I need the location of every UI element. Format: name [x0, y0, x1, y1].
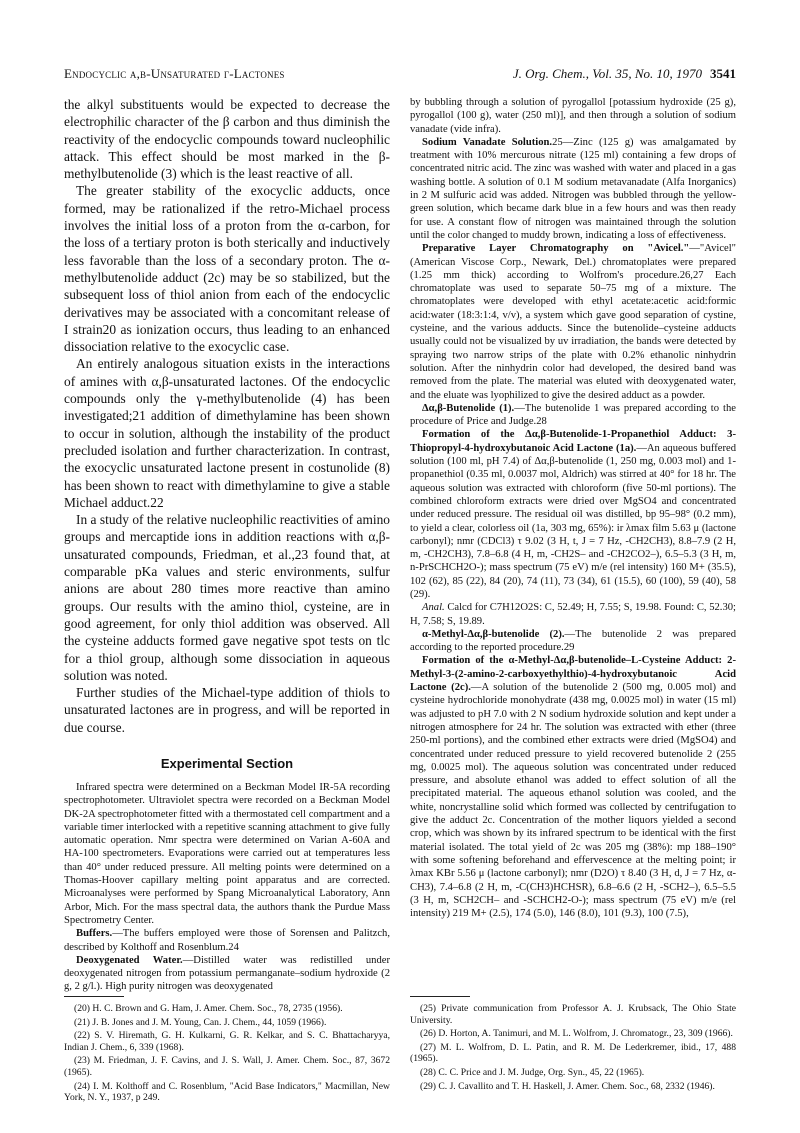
journal-citation: [513, 66, 736, 82]
paragraph-lead: Δα,β-Butenolide (1).: [422, 402, 515, 414]
right-column: [410, 96, 736, 920]
paragraph: [64, 927, 390, 954]
journal-name: J. Org. Chem., Vol. 35, No. 10, 1970: [512, 66, 702, 81]
paragraph: [410, 628, 736, 655]
footnote: (27) M. L. Wolfrom, D. L. Patin, and R. M. De Lederkremer, ibid., 17, 488 (1965).: [410, 1041, 736, 1065]
paragraph: [64, 781, 390, 927]
paragraph-body: —The butenolide 1 was prepared according to the procedure of Price and Judge.28: [410, 402, 736, 428]
running-header: [64, 66, 736, 84]
footnote-divider: [64, 996, 124, 997]
paragraph-lead: Deoxygenated Water.: [76, 954, 183, 966]
paragraph: [410, 601, 736, 628]
experimental-text: [64, 781, 390, 994]
paragraph-lead: Formation of the Δα,β-Butenolide-1-Propanethiol Adduct: 3-Thiopropyl-4-hydroxybutanoic Acid Lactone (1a).: [410, 429, 736, 454]
discussion-text: [64, 96, 390, 736]
paragraph: [410, 402, 736, 429]
paragraph: An entirely analogous situation exists in the interactions of amines with α,β-unsaturated lactones. Of the endocyclic compounds only the γ-methylbutenolide (4) has been investigated;21 addition of dimethylamine has been shown to occur in solution, although the instability of the product precluded isolation and further characterization. In contrast, the exocyclic unsaturated lactone present in costunolide (8) has been shown to react with dimethylamine to give a stable Michael adduct.22: [64, 356, 390, 510]
paragraph-body: —"Avicel" (American Viscose Corp., Newark, Del.) chromatoplates were prepared (1.25 mm thick) according to Wolfrom's procedure.26,27 Each chromatoplate was used to separate 50–75 mg of a mixture. The chromatoplates were developed with ethyl acetate:acetic acid:formic acid:water (18:3:1:4, v/v), a system which gave good separation of cystine, cysteine, and the various adducts. Since the butenolide–cysteine adducts usually could not be visualized by uv irradiation, the bands were detected by spraying two narrow strips of the plate with 0.2% ethanolic ninhydrin solution. After the ninhydrin color had developed, the desired band was removed from the plate. The material was eluted with deoxygenated water, and the eluate was lyophilized to give the desired adduct as a powder.: [410, 243, 736, 401]
footnote: (23) M. Friedman, J. F. Cavins, and J. S. Wall, J. Amer. Chem. Soc., 87, 3672 (1965).: [64, 1055, 390, 1078]
paragraph: [64, 954, 390, 994]
footnote: (29) C. J. Cavallito and T. H. Haskell, J. Amer. Chem. Soc., 68, 2332 (1946).: [420, 1080, 715, 1092]
paragraph-body: Calcd for C7H12O2S: C, 52.49; H, 7.55; S, 19.98. Found: C, 52.30; H, 7.58; S, 19.89.: [410, 602, 736, 627]
paragraph-lead: α-Methyl-Δα,β-butenolide (2).: [422, 628, 565, 640]
paragraph: Further studies of the Michael-type addition of thiols to unsaturated lactones are in progress, and will be reported in due course.: [64, 685, 390, 735]
footnote-divider: [410, 996, 470, 997]
paragraph-lead: Anal.: [422, 602, 445, 614]
paragraph: the alkyl substituents would be expected to decrease the electrophilic character of the β carbon and thus diminish the reactivity of the endocyclic compounds toward nucleophilic attack. This effect should be most marked in the β-methylbutenolide (3) which is the least reactive of all.: [64, 97, 390, 182]
footnote: (25) Private communication from Professor A. J. Krubsack, The Ohio State University.: [410, 1003, 736, 1026]
paragraph-lead: Sodium Vanadate Solution.: [422, 136, 553, 148]
footnote: (22) S. V. Hiremath, G. H. Kulkarni, G. R. Kelkar, and S. C. Bhattacharyya, Indian J. Chem., 6, 339 (1968).: [64, 1030, 390, 1053]
paragraph: [410, 96, 736, 136]
section-heading: Experimental Section: [160, 755, 294, 771]
paragraph: [410, 242, 736, 402]
footnote: (28) C. C. Price and J. M. Judge, Org. Syn., 45, 22 (1965).: [420, 1066, 645, 1078]
paragraph-body: Infrared spectra were determined on a Beckman Model IR-5A recording spectrophotometer. Ultraviolet spectra were recorded on a Beckman Model DK-2A spectrophotometer fitted with a thermostated cell compartment and a variable timer interlocked with a repetitive scanning attachment to give fully automatic operation. Nmr spectra were determined on Varian A-60A and HA-100 spectrometers. Evaporations were carried out at temperatures less than 40° under reduced pressure. All melting points were determined on a Thomas-Hoover capillary melting point apparatus and are corrected. Microanalyses were performed by Spang Microanalytical Laboratory, Ann Arbor, Mich. For the mass spectral data, the authors thank the Purdue Mass Spectrometry Center.: [64, 781, 390, 926]
paragraph-body: —A solution of the butenolide 2 (500 mg, 0.005 mol) and cysteine hydrochloride monohydrate (438 mg, 0.0025 mol) in water (15 ml) was adjusted to pH 7.0 with 2 N sodium hydroxide solution and kept under a nitrogen atmosphere for 24 hr. The solution was extracted with ether (three 250-ml portions), and the combined ether extracts were dried (MgSO4) and concentrated under reduced pressure to yield recovered butenolide 2 (255 mg, 0.0025 mol). The aqueous solution was concentrated under reduced pressure, and absolute ethanol was added to effect solution of all the precipitated material. The aqueous ethanol solution was cooled, and the white, noncrystalline solid which formed was collected by centrifugation to give the adduct 2c. Concentration of the mother liquors yielded a second crop, which was shown by its infrared spectrum to be identical with the first material isolated. The total yield of 2c was 205 mg (38%): mp 188–190° with some softening beforehand and effervescence at the melting point; ir λmax KBr 5.56 μ (lactone carbonyl); nmr (D2O) τ 8.40 (3 H, d, J = 7 Hz, α-CH3), 7.4–6.8 (2 H, m, -C(CH3)HCHSR), 6.8–6.6 (2 H, -SCH2–), 6.5–5.5 (3 H, m, SCH2CH– and -SCHCH2-O-); mass spectrum (75 eV) m/e (rel intensity) 219 M+ (2.5), 174 (5.0), 146 (8.0), 101 (9.3), 100 (7.5),: [410, 682, 736, 920]
footnote: (21) J. B. Jones and J. M. Young, Can. J. Chem., 44, 1059 (1966).: [74, 1016, 327, 1028]
paragraph: [410, 654, 736, 920]
footnotes-left: [64, 1003, 390, 1106]
paragraph-lead: Formation of the α-Methyl-Δα,β-butenolide–L-Cysteine Adduct: 2-Methyl-3-(2-amino-2-carboxyethylthio)-4-hydroxybutanoic Acid Lactone (2c).: [410, 655, 736, 694]
footnotes-right: [410, 1003, 736, 1094]
footnote: (24) I. M. Kolthoff and C. Rosenblum, "Acid Base Indicators," Macmillan, New York, N. Y., 1937, p 249.: [64, 1080, 390, 1104]
paragraph: The greater stability of the exocyclic adducts, once formed, may be rationalized if the retro-Michael process involves the initial loss of a proton from the α-carbon, for the loss of a tertiary proton is both sterically and inductively less favorable than the loss of a secondary proton. The α-methylbutenolide adduct (2c) may be so stabilized, but the subsequent loss of thiol anion from each of the endocyclic derivatives may be associated with a concomitant release of I strain20 as ionization occurs, thus leading to an enhanced dissociation relative to the exocyclic case.: [64, 183, 390, 355]
paragraph-body: —An aqueous buffered solution (100 ml, pH 7.4) of Δα,β-butenolide (1, 250 mg, 0.003 mol) and 1-propanethiol (0.35 ml, 0.0037 mol, Aldrich) was stirred at 40° for 18 hr. The aqueous solution was extracted with chloroform (five 50-ml portions). The combined chloroform extracts were dried over MgSO4 and concentrated under reduced pressure. The residual oil was distilled, bp 95–98° (0.2 mm), to yield a clear, colorless oil (1a, 303 mg, 65%): ir λmax film 5.63 μ (lactone carbonyl); nmr (CDCl3) τ 9.02 (3 H, t, J = 7 Hz, -CH2CH3), 8.8–7.9 (2 H, m, -CH2CH3), 7.8–6.8 (4 H, m, -CH2S– and -CH2CO2–), 6.5–5.3 (3 H, m, n-PrSCHCH2O-); mass spectrum (75 eV) m/e (rel intensity) 160 M+ (35.5), 102 (62), 85 (22), 84 (20), 74 (11), 73 (34), 61 (15.5), 60 (100), 59 (40), 58 (29).: [410, 442, 736, 600]
footnote: (26) D. Horton, A. Tanimuri, and M. L. Wolfrom, J. Chromatogr., 23, 309 (1966).: [420, 1028, 733, 1040]
paragraph: [410, 136, 736, 242]
running-title: Endocyclic α,β-Unsaturated γ-Lactones: [64, 66, 285, 81]
paragraph-body: —The butenolide 2 was prepared according to the reported procedure.29: [410, 628, 736, 654]
paragraph-body: —The buffers employed were those of Sorensen and Palitzch, described by Kolthoff and Rosenblum.24: [64, 928, 390, 953]
paragraph-body: by bubbling through a solution of pyrogallol [potassium hydroxide (25 g), pyrogallol (100 g), water (250 ml)], and then through a solution of sodium vanadate (vide infra).: [410, 97, 736, 135]
page-number: 3541: [710, 66, 736, 81]
footnote: (20) H. C. Brown and G. Ham, J. Amer. Chem. Soc., 78, 2735 (1956).: [74, 1003, 343, 1014]
paragraph: [410, 428, 736, 601]
paragraph-body: 25—Zinc (125 g) was amalgamated by treatment with 10% mercurous nitrate (125 ml) containing a few drops of concentrated nitric acid. The zinc was washed with water and placed in a gas washing bottle. A solution of 0.1 M sodium metavanadate (Alfa Inorganics) in 2 M sulfuric acid was added. Nitrogen was bubbled through the yellow-green solution, which became dark blue in a few hours and was then ready for use. A constant flow of nitrogen was maintained through the solution until the color changed to muddy brown, indicating a loss of effectiveness.: [410, 136, 736, 241]
paragraph: In a study of the relative nucleophilic reactivities of amino groups and mercaptide ions in addition reactions with α,β-unsaturated compounds, Friedman, et al.,23 found that, at comparable pKa values and steric environments, sulfur anions are about 280 times more reactive than amino groups. Our results with the amino thiol, cysteine, are in good agreement, for only thiol addition was observed. All the cysteine adducts formed gave negative spot tests on tlc for a thiol group, although some dissociation in aqueous solution was noted.: [64, 512, 390, 683]
paragraph-lead: Buffers.: [76, 928, 113, 940]
paragraph-lead: Preparative Layer Chromatography on "Avicel.": [422, 243, 690, 255]
paragraph-body: —Distilled water was redistilled under deoxygenated nitrogen from potassium permanganate–sodium hydroxide (2 g, 2 g/l.). High purity nitrogen was deoxygenated: [64, 954, 390, 993]
left-column: [64, 96, 390, 994]
